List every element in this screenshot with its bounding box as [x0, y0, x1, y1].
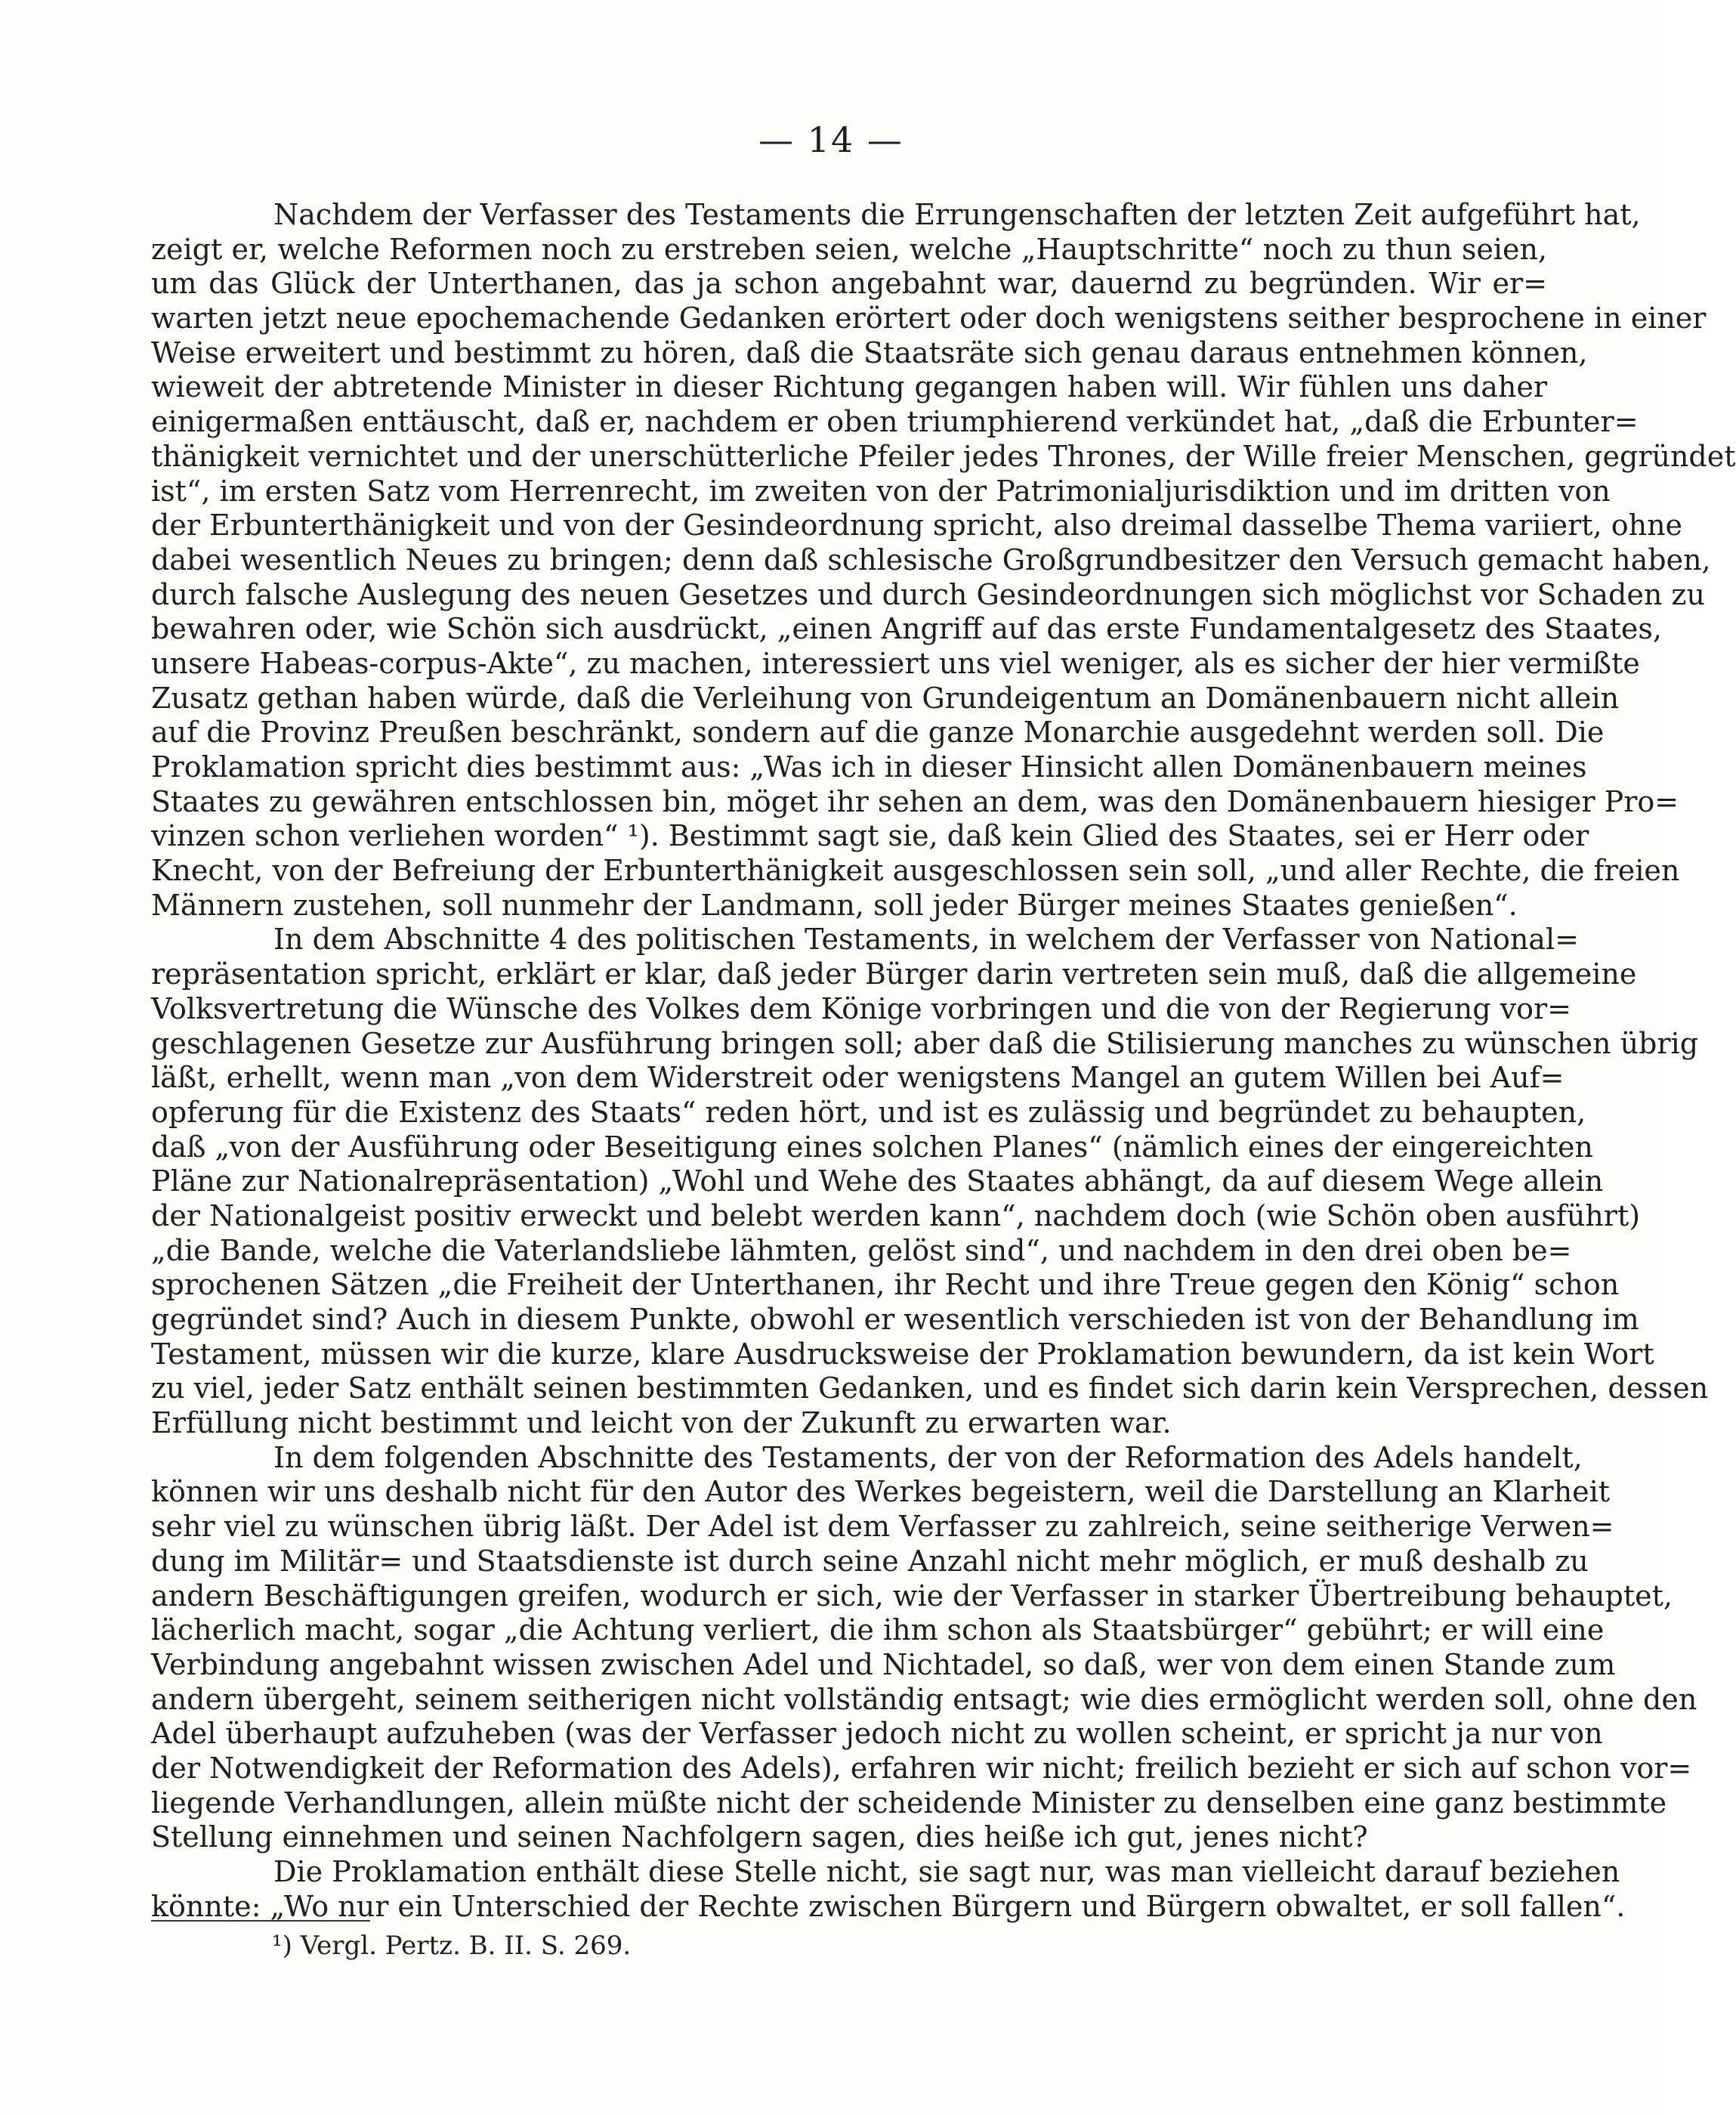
- text-line: Proklamation spricht dies bestimmt aus: „Was ich in dieser Hinsicht allen Domänenbauern meines: [151, 750, 1587, 784]
- text-line: In dem folgenden Abschnitte des Testaments, der von der Reformation des Adels handelt,: [273, 1440, 1583, 1474]
- text-line: durch falsche Auslegung des neuen Gesetzes und durch Gesindeordnungen sich möglichst vor Schaden zu: [151, 577, 1705, 611]
- text-line: sehr viel zu wünschen übrig läßt. Der Adel ist dem Verfasser zu zahlreich, seine seitherige Verwen=: [151, 1510, 1614, 1544]
- text-line: zeigt er, welche Reformen noch zu erstreben seien, welche „Hauptschritte“ noch zu thun seien,: [151, 232, 1547, 266]
- text-line: sprochenen Sätzen „die Freiheit der Unterthanen, ihr Recht und ihre Treue gegen den König“ schon: [151, 1268, 1620, 1302]
- text-line: Adel überhaupt aufzuheben (was der Verfasser jedoch nicht zu wollen scheint, er spricht ja nur von: [151, 1717, 1603, 1751]
- text-line: warten jetzt neue epochemachende Gedanken erörtert oder doch wenigstens seither besprochene in einer: [151, 301, 1707, 335]
- text-line: vinzen schon verliehen worden“ ¹). Bestimmt sagt sie, daß kein Glied des Staates, sei er Herr oder: [151, 819, 1589, 853]
- text-line: der Nationalgeist positiv erweckt und belebt werden kann“, nachdem doch (wie Schön oben ausführt): [151, 1198, 1641, 1232]
- text-line: Zusatz gethan haben würde, daß die Verleihung von Grundeigentum an Domänenbauern nicht allein: [151, 681, 1620, 715]
- text-line: Pläne zur Nationalrepräsentation) „Wohl und Wehe des Staates abhängt, da auf diesem Wege allein: [151, 1164, 1604, 1198]
- text-line: einigermaßen enttäuscht, daß er, nachdem er oben triumphierend verkündet hat, „daß die Erbunter=: [151, 405, 1639, 439]
- text-line: zu viel, jeder Satz enthält seinen bestimmten Gedanken, und es findet sich darin kein Versprechen, dessen: [151, 1371, 1709, 1405]
- text-line: auf die Provinz Preußen beschränkt, sondern auf die ganze Monarchie ausgedehnt werden soll. Die: [151, 716, 1605, 750]
- text-line: „die Bande, welche die Vaterlandsliebe lähmten, gelöst sind“, und nachdem in den drei oben be=: [151, 1233, 1572, 1267]
- footnote: ¹) Vergl. Pertz. B. II. S. 269.: [272, 1931, 632, 1961]
- text-line: können wir uns deshalb nicht für den Autor des Werkes begeistern, weil die Darstellung an Klarheit: [151, 1475, 1611, 1509]
- text-line: Knecht, von der Befreiung der Erbunterthänigkeit ausgeschlossen sein soll, „und aller Rechte, die freien: [151, 854, 1680, 888]
- text-line: repräsentation spricht, erklärt er klar, daß jeder Bürger darin vertreten sein muß, daß die allgemeine: [151, 957, 1637, 991]
- text-line: Erfüllung nicht bestimmt und leicht von der Zukunft zu erwarten war.: [151, 1406, 1172, 1440]
- text-line: der Notwendigkeit der Reformation des Adels), erfahren wir nicht; freilich bezieht er sich auf schon vor=: [151, 1751, 1692, 1785]
- text-line: Volksvertretung die Wünsche des Volkes dem Könige vorbringen und die von der Regierung vor=: [151, 991, 1571, 1025]
- text-line: andern übergeht, seinem seitherigen nicht vollständig entsagt; wie dies ermöglicht werden soll, ohne den: [151, 1682, 1697, 1716]
- text-line: der Erbunterthänigkeit und von der Gesindeordnung spricht, also dreimal dasselbe Thema variiert, ohne: [151, 509, 1683, 543]
- text-line: gegründet sind? Auch in diesem Punkte, obwohl er wesentlich verschieden ist von der Behandlung im: [151, 1303, 1639, 1336]
- text-line: dabei wesentlich Neues zu bringen; denn daß schlesische Großgrundbesitzer den Versuch gemacht haben,: [151, 543, 1711, 577]
- text-line: thänigkeit vernichtet und der unerschütterliche Pfeiler jedes Thrones, der Wille freier Menschen, gegründet: [151, 439, 1736, 473]
- text-line: Die Proklamation enthält diese Stelle nicht, sie sagt nur, was man vielleicht darauf beziehen: [273, 1855, 1620, 1888]
- text-line: Testament, müssen wir die kurze, klare Ausdrucksweise der Proklamation bewundern, da ist kein Wort: [151, 1337, 1654, 1371]
- text-line: läßt, erhellt, wenn man „von dem Widerstreit oder wenigstens Mangel an gutem Willen bei Auf=: [151, 1061, 1565, 1095]
- text-line: opferung für die Existenz des Staats“ reden hört, und ist es zulässig und begründet zu behaupten,: [151, 1095, 1586, 1129]
- text-line: könnte: „Wo nur ein Unterschied der Rechte zwischen Bürgern und Bürgern obwaltet, er soll fallen“.: [151, 1889, 1626, 1923]
- text-line: liegende Verhandlungen, allein müßte nicht der scheidende Minister zu denselben eine ganz bestimmte: [151, 1786, 1667, 1820]
- text-line: Männern zustehen, soll nunmehr der Landmann, soll jeder Bürger meines Staates genießen“.: [151, 888, 1518, 922]
- text-line: ist“, im ersten Satz vom Herrenrecht, im zweiten von der Patrimonialjurisdiktion und im dritten von: [151, 474, 1611, 508]
- page-number: — 14 —: [758, 119, 904, 160]
- text-line: daß „von der Ausführung oder Beseitigung eines solchen Planes“ (nämlich eines der eingereichten: [151, 1130, 1593, 1164]
- text-line: Stellung einnehmen und seinen Nachfolgern sagen, dies heiße ich gut, jenes nicht?: [151, 1820, 1368, 1854]
- text-line: dung im Militär= und Staatsdienste ist durch seine Anzahl nicht mehr möglich, er muß deshalb zu: [151, 1544, 1589, 1578]
- text-line: lächerlich macht, sogar „die Achtung verliert, die ihm schon als Staatsbürger“ gebührt; er will eine: [151, 1613, 1605, 1647]
- text-line: Nachdem der Verfasser des Testaments die Errungenschaften der letzten Zeit aufgeführt hat,: [273, 198, 1641, 231]
- text-line: Verbindung angebahnt wissen zwischen Adel und Nichtadel, so daß, wer von dem einen Stande zum: [151, 1647, 1616, 1681]
- body-text: [151, 198, 1736, 1924]
- text-line: Weise erweitert und bestimmt zu hören, daß die Staatsräte sich genau daraus entnehmen können,: [151, 335, 1588, 370]
- text-line: andern Beschäftigungen greifen, wodurch er sich, wie der Verfasser in starker Übertreibung behauptet,: [151, 1579, 1673, 1613]
- text-line: um das Glück der Unterthanen, das ja schon angebahnt war, dauernd zu begründen. Wir er=: [151, 267, 1547, 301]
- text-line: geschlagenen Gesetze zur Ausführung bringen soll; aber daß die Stilisierung manches zu wünschen übrig: [151, 1026, 1699, 1060]
- text-line: Staates zu gewähren entschlossen bin, möget ihr sehen an dem, was den Domänenbauern hiesiger Pro=: [151, 784, 1679, 818]
- text-line: In dem Abschnitte 4 des politischen Testaments, in welchem der Verfasser von National=: [273, 923, 1579, 957]
- text-line: unsere Habeas-corpus-Akte“, zu machen, interessiert uns viel weniger, als es sicher der hier vermißte: [151, 646, 1640, 680]
- text-line: wieweit der abtretende Minister in dieser Richtung gegangen haben will. Wir fühlen uns daher: [151, 370, 1547, 404]
- text-line: bewahren oder, wie Schön sich ausdrückt, „einen Angriff auf das erste Fundamentalgesetz des Staates,: [151, 612, 1662, 646]
- footnote-divider: [151, 1920, 370, 1922]
